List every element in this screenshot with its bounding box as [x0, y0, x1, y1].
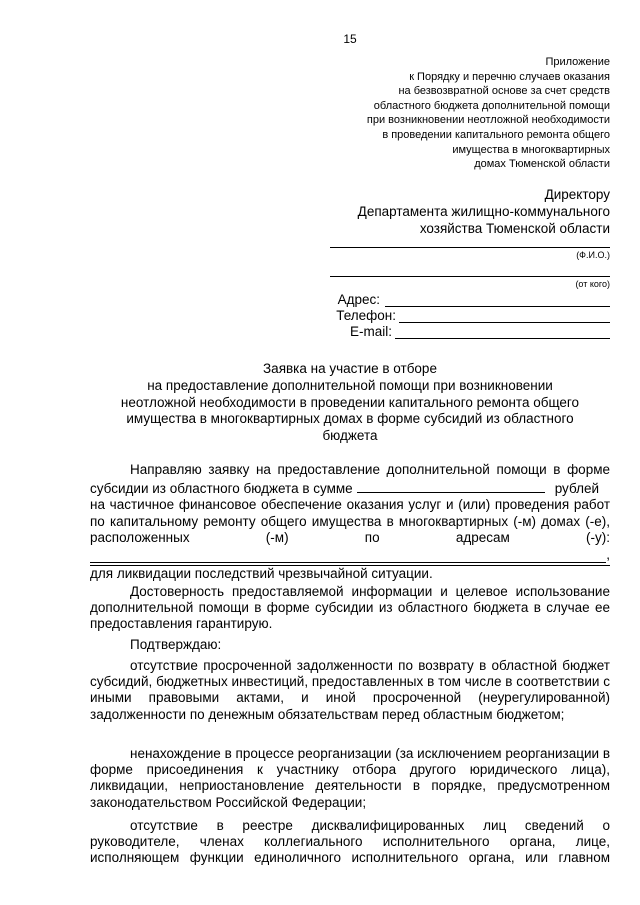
para1-end: для ликвидации последствий чрезвычайной ситуации. [90, 565, 610, 582]
confirm-label: Подтверждаю: [130, 637, 222, 652]
page-number: 15 [343, 32, 357, 46]
appendix-line: к Порядку и перечню случаев оказания [409, 70, 610, 83]
guarantee-paragraph [90, 584, 610, 633]
confirm-item-disqualified [90, 818, 610, 867]
addressee-position: Директору [544, 187, 610, 202]
sum-field[interactable] [357, 478, 545, 493]
fio-caption: (Ф.И.О.) [576, 250, 610, 260]
title-line: неотложной необходимости в проведении капитального ремонта общего [120, 394, 580, 410]
address-label: Адрес: [337, 292, 380, 307]
para1-address-line [90, 546, 610, 563]
title-line: бюджета [322, 428, 378, 444]
phone-label: Телефон: [336, 308, 396, 323]
email-field[interactable] [395, 338, 610, 339]
address-list-field[interactable] [90, 548, 606, 563]
para1-line1: Направляю заявку на предоставление дополнительной помощи в форме [130, 462, 610, 477]
appendix-line: на безвозвратной основе за счет средств [398, 85, 610, 98]
para1-sum-label: субсидии из областного бюджета в сумме [90, 481, 353, 497]
title-line: на предоставление дополнительной помощи при возникновении [147, 377, 553, 393]
para1-currency: рублей [554, 481, 599, 497]
appendix-note [290, 55, 610, 172]
fio-line[interactable] [330, 247, 610, 248]
confirm-item-reorganization [90, 746, 610, 811]
from-caption: (от кого) [575, 279, 610, 289]
appendix-line: областного бюджета дополнительной помощи [373, 99, 610, 112]
document-title [90, 361, 610, 445]
addressee [290, 186, 610, 237]
email-label: E-mail: [349, 324, 392, 339]
para4-text: ненахождение в процессе реорганизации (за исключением реорганизации в форме присоединения к участнику отбора другого юридического лица), ликвидации, неприостановление деятельности в порядке, предусмотренном законодательством Российской Федерации; [90, 746, 610, 810]
application-paragraph [90, 462, 610, 582]
para1-comma: , [606, 546, 610, 562]
appendix-line: при возникновении неотложной необходимости [366, 114, 610, 127]
appendix-line: в проведении капитального ремонта общего [382, 128, 610, 141]
phone-field[interactable] [399, 322, 610, 323]
para5-text: отсутствие в реестре дисквалифицированных лиц сведений о руководителе, членах коллегиального исполнительного органа, лице, исполняющем функции единоличного исполнительного органа, или главном [90, 818, 610, 866]
addressee-department: Департамента жилищно-коммунального [357, 204, 610, 219]
title-line: Заявка на участие в отборе [263, 361, 437, 376]
addressee-department-cont: хозяйства Тюменской области [419, 221, 610, 236]
para2-text: Достоверность предоставляемой информации и целевое использование дополнительной помощи в форме субсидии из областного бюджета в случае ее предоставления гарантирую. [90, 584, 610, 632]
para3-text: отсутствие просроченной задолженности по возврату в областной бюджет субсидий, бюджетных инвестиций, предоставленных в том числе в соответствии с иными правовыми актами, и иной просроченной (неурегулированной) задолженности по денежным обязательствам перед областным бюджетом; [90, 658, 610, 722]
appendix-line: Приложение [545, 56, 610, 68]
address-field[interactable] [385, 306, 610, 307]
confirm-section [90, 637, 610, 653]
para1-text: на частичное финансовое обеспечение оказания услуг и (или) проведения работ по капитальному ремонту общего имущества в многоквартирных (-м) домах (-е), расположенных (-м) по адресам (-у): [90, 497, 610, 545]
appendix-line: домах Тюменской области [474, 158, 610, 171]
title-line: имущества в многоквартирных домах в форме субсидий из областного [126, 411, 574, 427]
confirm-item-debt [90, 658, 610, 723]
appendix-line: имущества в многоквартирных [452, 143, 610, 156]
para1-sum-line [90, 478, 610, 497]
from-line[interactable] [330, 276, 610, 277]
